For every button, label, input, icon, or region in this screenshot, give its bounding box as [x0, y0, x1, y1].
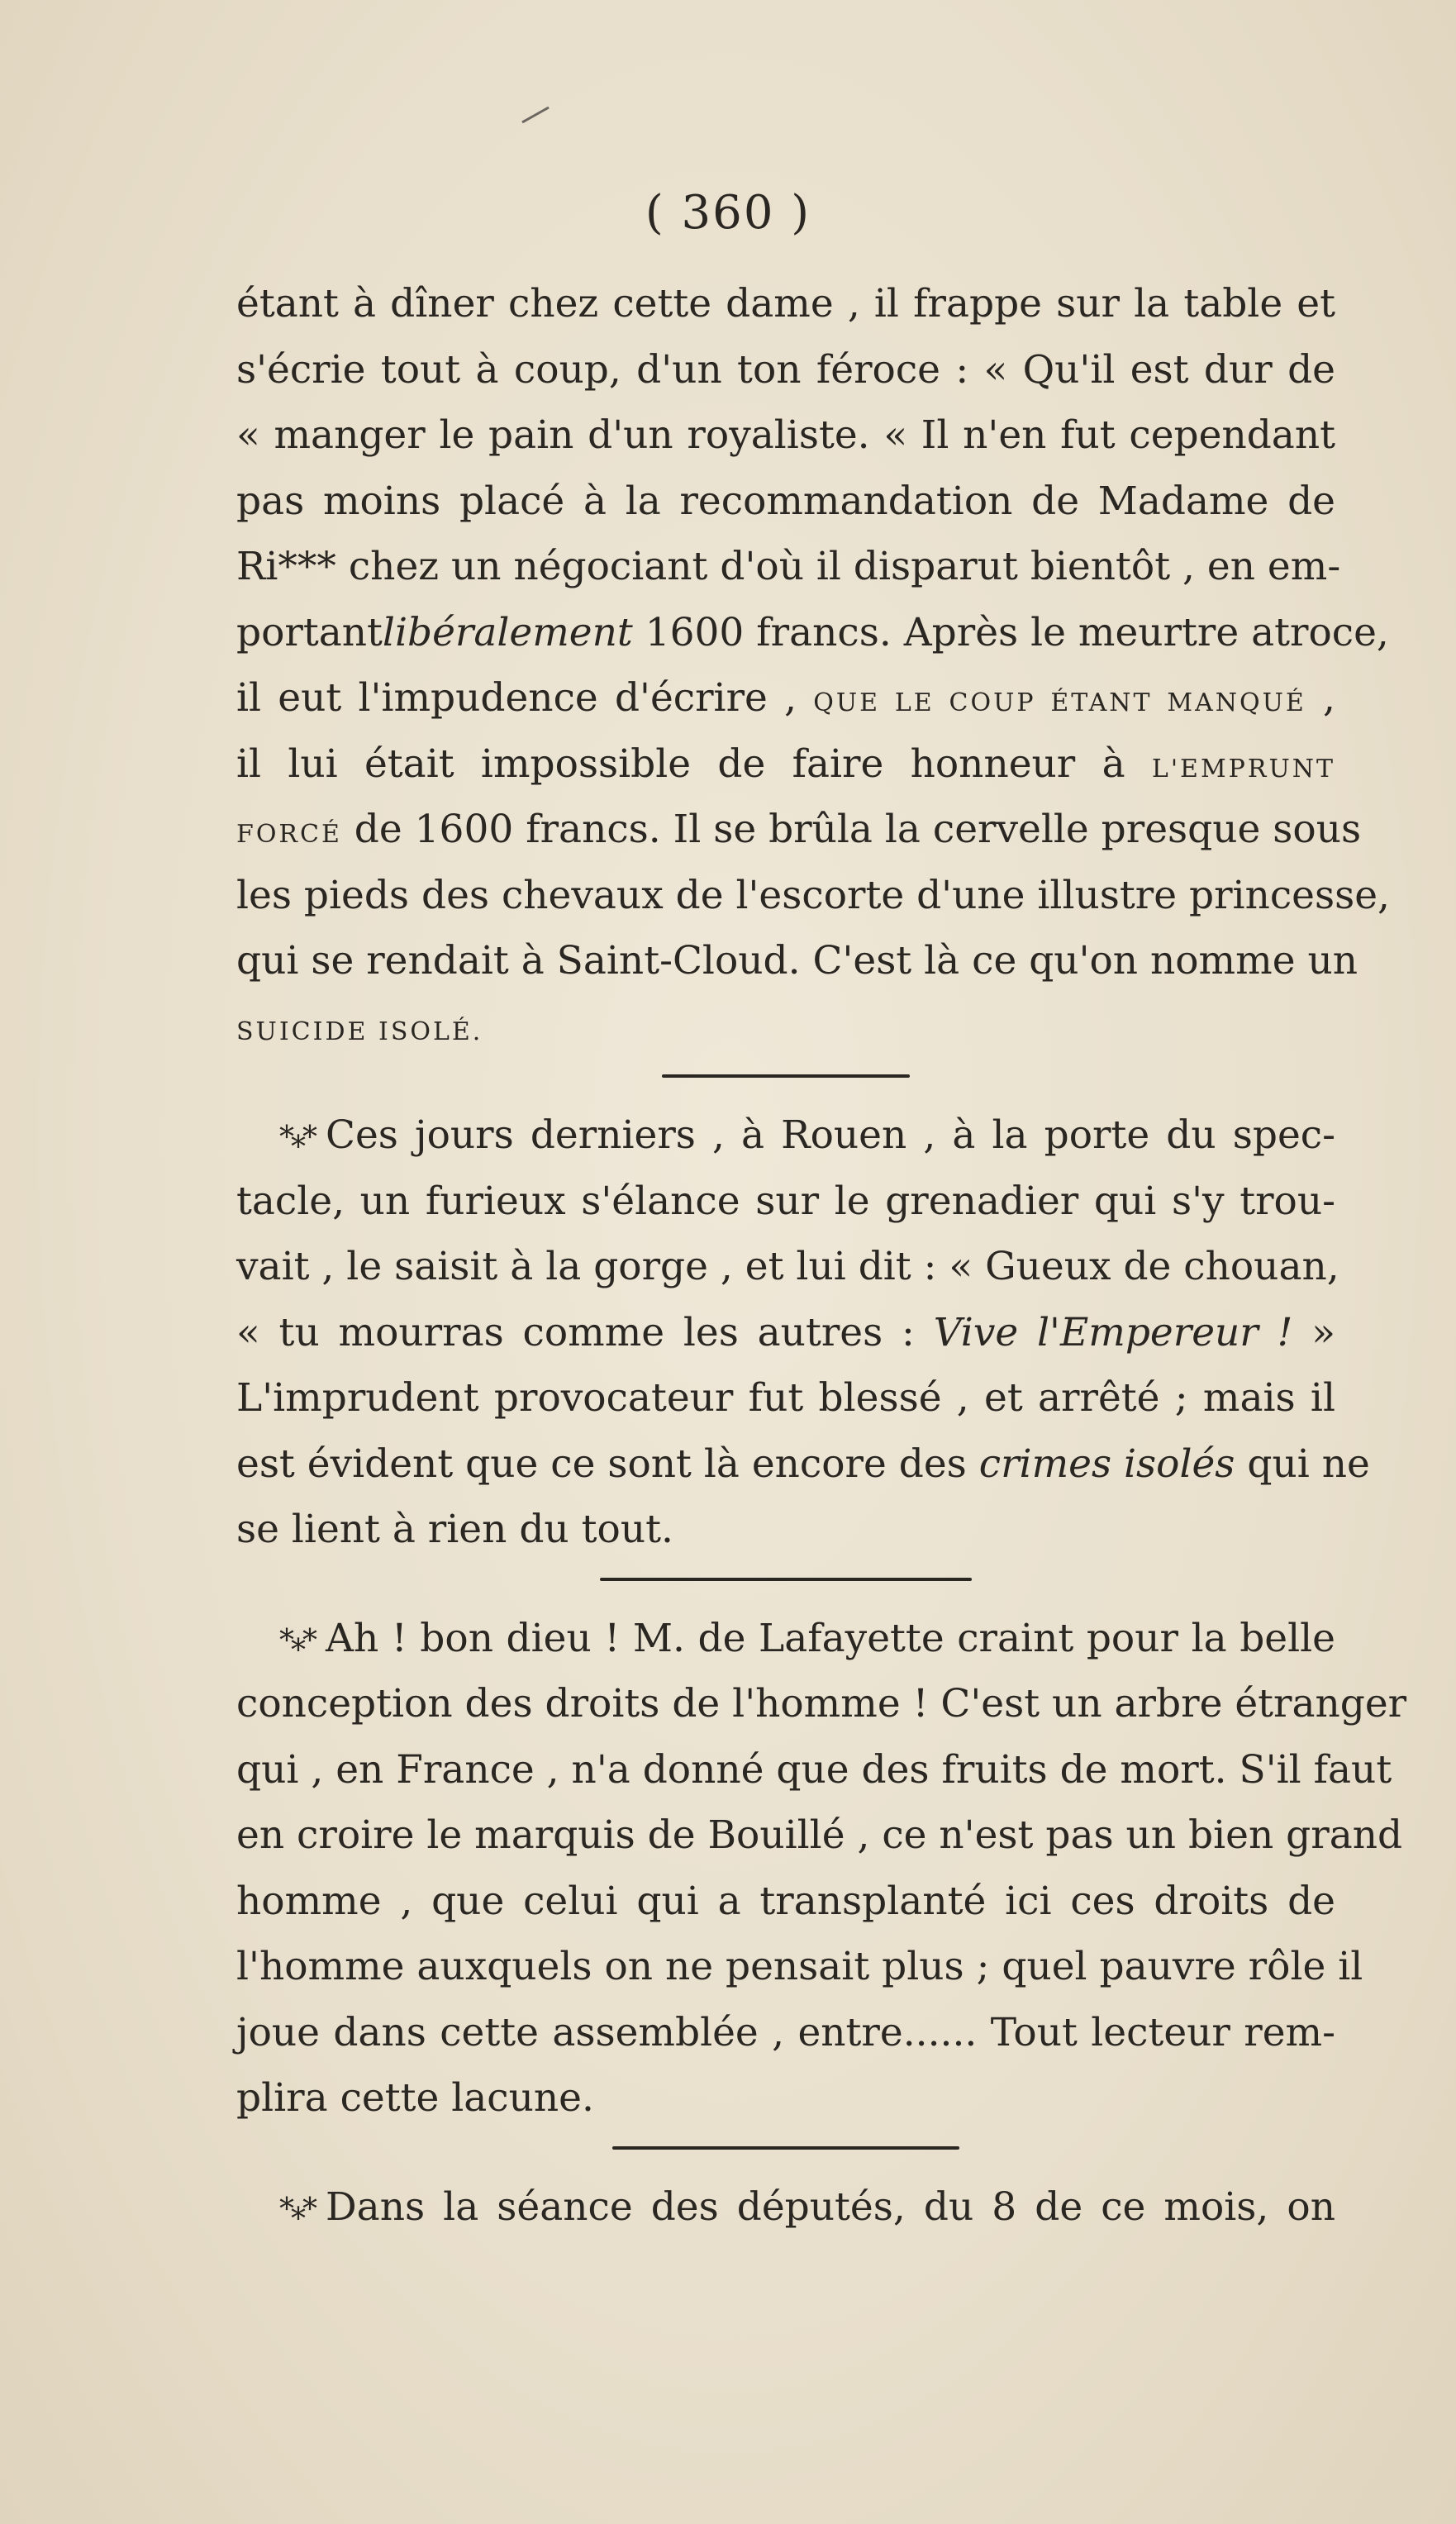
small-caps-text: L'EMPRUNT — [1151, 754, 1335, 783]
small-caps-text: QUE LE COUP ÉTANT MANQUÉ — [813, 688, 1306, 717]
asterism-icon: *⁎* — [279, 1121, 314, 1155]
asterism-icon: *⁎* — [279, 1623, 314, 1658]
text-run: Dans la séance des députés, du 8 de ce mois, on — [326, 2183, 1335, 2230]
text-run: est évident que ce sont là encore des — [236, 1441, 979, 1487]
text-line — [236, 665, 1335, 731]
text-line: étant à dîner chez cette dame , il frappe sur la table et — [236, 281, 1335, 326]
text-line: homme , que celui qui a transplanté ici ces droits de — [236, 1878, 1335, 1924]
text-line: joue dans cette assemblée , entre...... Tout lecteur rem- — [236, 2009, 1335, 2055]
text-run: il lui était impossible de faire honneur à — [236, 741, 1152, 787]
text-run: Ces jours derniers , à Rouen , à la porte du spec- — [326, 1112, 1335, 1158]
text-line — [236, 731, 1335, 798]
text-run: , — [1306, 675, 1335, 721]
page-number: ( 360 ) — [645, 186, 811, 240]
small-caps-text: SUICIDE ISOLÉ. — [236, 1017, 483, 1046]
text-line: plira cette lacune. — [236, 2075, 594, 2121]
text-run: » — [1292, 1309, 1336, 1355]
text-run: « tu mourras comme les autres : — [236, 1309, 934, 1355]
section-divider — [612, 2146, 959, 2150]
text-line — [236, 994, 1335, 1060]
text-run: portant — [236, 609, 383, 655]
text-run: il eut l'impudence d'écrire , — [236, 675, 814, 721]
section-divider — [600, 1578, 972, 1581]
section-divider — [662, 1074, 910, 1078]
text-line: en croire le marquis de Bouillé , ce n'est pas un bien grand — [236, 1812, 1403, 1858]
small-caps-text: FORCÉ — [236, 820, 342, 849]
text-line — [236, 1300, 1335, 1366]
text-line: pas moins placé à la recommandation de Madame de — [236, 478, 1335, 524]
italic-text: Vive l'Empereur ! — [933, 1309, 1293, 1355]
italic-text: crimes isolés — [978, 1441, 1235, 1487]
text-line: Ri*** chez un négociant d'où il disparut bientôt , en em- — [236, 544, 1341, 589]
text-run: Ah ! bon dieu ! M. de Lafayette craint pour la belle — [326, 1615, 1335, 1661]
page-text — [236, 271, 1407, 2240]
text-line — [236, 2174, 1335, 2241]
italic-text: libéralement — [382, 609, 633, 655]
text-run: qui ne — [1235, 1441, 1370, 1487]
text-line — [236, 1102, 1335, 1169]
text-line: les pieds des chevaux de l'escorte d'une illustre princesse, — [236, 872, 1390, 918]
text-line: conception des droits de l'homme ! C'est un arbre étranger — [236, 1681, 1407, 1726]
text-line: l'homme auxquels on ne pensait plus ; quel pauvre rôle il — [236, 1944, 1363, 1989]
text-line — [236, 797, 1362, 863]
text-run: de 1600 francs. Il se brûla la cervelle presque sous — [341, 807, 1362, 852]
text-line — [236, 1431, 1370, 1498]
text-line — [236, 1606, 1335, 1672]
text-line: « manger le pain d'un royaliste. « Il n'en fut cependant — [236, 412, 1335, 458]
text-line — [236, 600, 1389, 666]
text-line: qui , en France , n'a donné que des fruits de mort. S'il faut — [236, 1746, 1392, 1793]
text-line: s'écrie tout à coup, d'un ton féroce : « Qu'il est dur de — [236, 346, 1335, 393]
asterism-icon: *⁎* — [279, 2192, 314, 2226]
text-line: tacle, un furieux s'élance sur le grenadier qui s'y trou- — [236, 1178, 1335, 1224]
text-line: se lient à rien du tout. — [236, 1507, 673, 1552]
text-run: 1600 francs. Après le meurtre atroce, — [632, 609, 1389, 655]
text-line: qui se rendait à Saint-Cloud. C'est là ce qu'on nomme un — [236, 938, 1358, 983]
text-line: L'imprudent provocateur fut blessé , et arrêté ; mais il — [236, 1375, 1335, 1421]
text-line: vait , le saisit à la gorge , et lui dit : « Gueux de chouan, — [236, 1244, 1339, 1289]
pencil-mark-icon — [521, 106, 550, 124]
